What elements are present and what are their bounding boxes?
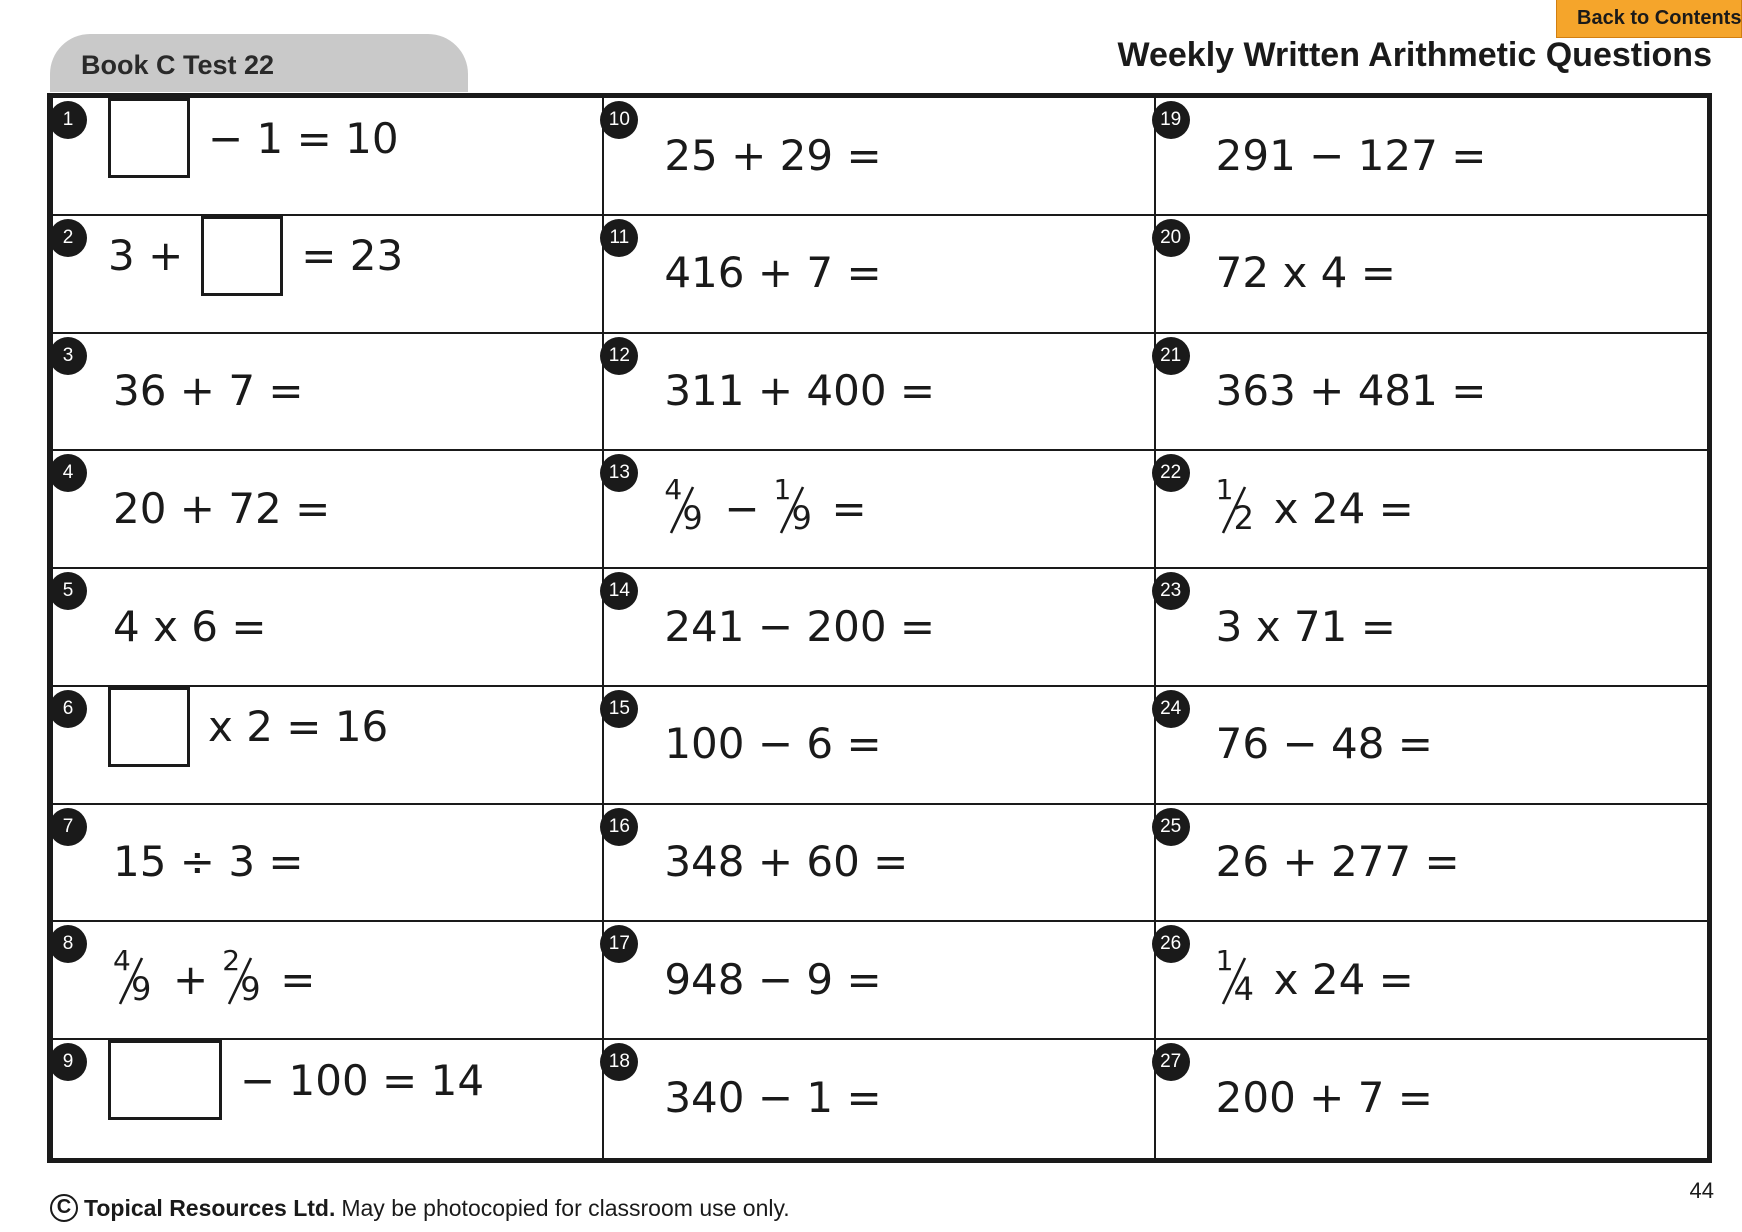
question-expression [664, 714, 881, 774]
question-expression [113, 361, 304, 421]
question-cell [1156, 451, 1707, 569]
question-number-badge: 1 [49, 101, 87, 139]
question-number-badge: 10 [600, 101, 638, 139]
question-number-badge: 6 [49, 690, 87, 728]
expression-operator: − [724, 483, 760, 533]
question-expression [1216, 832, 1460, 892]
answer-box[interactable] [108, 687, 190, 767]
question-cell [604, 98, 1155, 216]
question-cell [53, 805, 604, 923]
question-cell [604, 216, 1155, 334]
expression-tail: = [831, 483, 867, 533]
expression-tail: x 24 = [1273, 483, 1414, 533]
question-expression [1216, 125, 1487, 185]
question-number-badge: 26 [1152, 925, 1190, 963]
question-expression [1216, 714, 1433, 774]
expression-tail: = [280, 954, 316, 1004]
expression-text: 72 x 4 = [1215, 248, 1396, 298]
answer-box[interactable] [108, 1040, 222, 1120]
expression-suffix: x 2 = 16 [208, 702, 389, 752]
fraction-denominator: 9 [131, 970, 152, 1009]
fraction [773, 473, 816, 538]
question-number-badge: 16 [600, 808, 638, 846]
book-test-label: Book C Test 22 [81, 50, 275, 80]
question-cell [604, 687, 1155, 805]
question-cell [1156, 98, 1707, 216]
question-expression [113, 832, 304, 892]
expression-text: 363 + 481 = [1215, 366, 1487, 416]
question-cell [53, 451, 604, 569]
question-cell [1156, 687, 1707, 805]
question-expression [664, 1067, 881, 1127]
question-cell [1156, 334, 1707, 452]
question-expression [664, 125, 881, 185]
question-number-badge: 11 [600, 219, 638, 257]
question-expression [664, 361, 935, 421]
expression-text: 4 x 6 = [113, 601, 267, 651]
question-expression [108, 226, 403, 286]
question-number-badge: 15 [600, 690, 638, 728]
question-cell [604, 922, 1155, 1040]
fraction-numerator: 1 [1215, 944, 1234, 978]
fraction-denominator: 9 [682, 499, 703, 538]
answer-box[interactable] [108, 98, 190, 178]
answer-box[interactable] [201, 216, 283, 296]
expression-text: 36 + 7 = [113, 366, 304, 416]
expression-text: 15 ÷ 3 = [113, 837, 304, 887]
expression-text: 25 + 29 = [664, 130, 882, 180]
question-cell [53, 1040, 604, 1158]
expression-text: 76 − 48 = [1215, 719, 1433, 769]
question-expression [108, 697, 388, 757]
question-expression [108, 108, 399, 168]
fraction-numerator: 1 [773, 473, 792, 507]
question-number-badge: 13 [600, 454, 638, 492]
question-number-badge: 2 [49, 219, 87, 257]
question-number-badge: 20 [1152, 219, 1190, 257]
expression-text: 20 + 72 = [113, 483, 331, 533]
page-title: Weekly Written Arithmetic Questions [1117, 36, 1712, 74]
question-number-badge: 19 [1152, 101, 1190, 139]
fraction [664, 473, 706, 538]
question-number-badge: 3 [49, 337, 87, 375]
fraction-numerator: 1 [1215, 473, 1234, 507]
question-cell [604, 1040, 1155, 1158]
question-number-badge: 8 [49, 925, 87, 963]
question-cell [53, 569, 604, 687]
question-expression [1216, 596, 1396, 656]
question-cell [604, 334, 1155, 452]
question-cell [53, 334, 604, 452]
expression-prefix: 3 + [108, 231, 184, 281]
question-number-badge: 5 [49, 572, 87, 610]
fraction [1215, 944, 1258, 1009]
question-number-badge: 14 [600, 572, 638, 610]
expression-tail: x 24 = [1273, 954, 1414, 1004]
question-number-badge: 23 [1152, 572, 1190, 610]
question-cell [1156, 805, 1707, 923]
question-number-badge: 21 [1152, 337, 1190, 375]
expression-text: 241 − 200 = [664, 601, 936, 651]
expression-operator: + [173, 954, 209, 1004]
question-number-badge: 22 [1152, 454, 1190, 492]
expression-text: 348 + 60 = [664, 837, 909, 887]
question-cell [604, 805, 1155, 923]
question-expression [108, 1050, 484, 1110]
question-number-badge: 9 [49, 1043, 87, 1081]
question-expression [1216, 243, 1396, 303]
expression-text: 311 + 400 = [664, 366, 936, 416]
questions-grid [47, 93, 1712, 1163]
question-number-badge: 7 [49, 808, 87, 846]
expression-text: 200 + 7 = [1215, 1072, 1433, 1122]
expression-text: 26 + 277 = [1215, 837, 1460, 887]
expression-text: 100 − 6 = [664, 719, 882, 769]
question-cell [53, 687, 604, 805]
footer-copyright [50, 1194, 790, 1222]
fraction-numerator: 4 [664, 473, 683, 507]
expression-suffix: − 100 = 14 [240, 1055, 485, 1105]
question-expression [664, 596, 935, 656]
footer-notice: May be photocopied for classroom use only. [341, 1194, 790, 1221]
expression-suffix: = 23 [301, 231, 404, 281]
fraction-denominator: 2 [1233, 499, 1255, 538]
fraction-denominator: 9 [791, 499, 812, 538]
expression-text: 340 − 1 = [664, 1072, 882, 1122]
fraction-denominator: 9 [240, 970, 261, 1009]
fraction [113, 944, 155, 1009]
page-number: 44 [1689, 1178, 1714, 1203]
fraction-denominator: 4 [1233, 970, 1255, 1009]
question-expression [664, 243, 881, 303]
question-expression [664, 473, 867, 538]
question-expression [113, 596, 267, 656]
question-cell [604, 451, 1155, 569]
footer-company: Topical Resources Ltd. [84, 1194, 336, 1221]
question-number-badge: 24 [1152, 690, 1190, 728]
question-cell [1156, 1040, 1707, 1158]
fraction [222, 944, 264, 1009]
question-cell [53, 922, 604, 1040]
question-expression [113, 478, 330, 538]
question-cell [53, 98, 604, 216]
question-cell [1156, 216, 1707, 334]
back-to-contents-button[interactable]: Back to Contents [1556, 0, 1742, 38]
fraction-numerator: 4 [113, 944, 131, 978]
question-cell [1156, 922, 1707, 1040]
question-expression [664, 832, 908, 892]
question-number-badge: 27 [1152, 1043, 1190, 1081]
expression-suffix: − 1 = 10 [208, 113, 399, 163]
question-number-badge: 4 [49, 454, 87, 492]
question-number-badge: 12 [600, 337, 638, 375]
question-number-badge: 25 [1152, 808, 1190, 846]
question-number-badge: 17 [600, 925, 638, 963]
expression-text: 416 + 7 = [664, 248, 882, 298]
question-cell [53, 216, 604, 334]
question-number-badge: 18 [600, 1043, 638, 1081]
copyright-icon: C [50, 1194, 78, 1222]
question-cell [604, 569, 1155, 687]
question-expression [1216, 361, 1487, 421]
question-expression [113, 944, 316, 1009]
book-test-tab [50, 34, 468, 92]
question-expression [1215, 473, 1414, 538]
question-cell [1156, 569, 1707, 687]
fraction-numerator: 2 [222, 944, 241, 978]
fraction [1215, 473, 1258, 538]
expression-text: 291 − 127 = [1215, 130, 1487, 180]
question-expression [1216, 1067, 1433, 1127]
expression-text: 3 x 71 = [1215, 601, 1396, 651]
question-expression [1215, 944, 1414, 1009]
question-expression [664, 949, 881, 1009]
expression-text: 948 − 9 = [664, 954, 882, 1004]
